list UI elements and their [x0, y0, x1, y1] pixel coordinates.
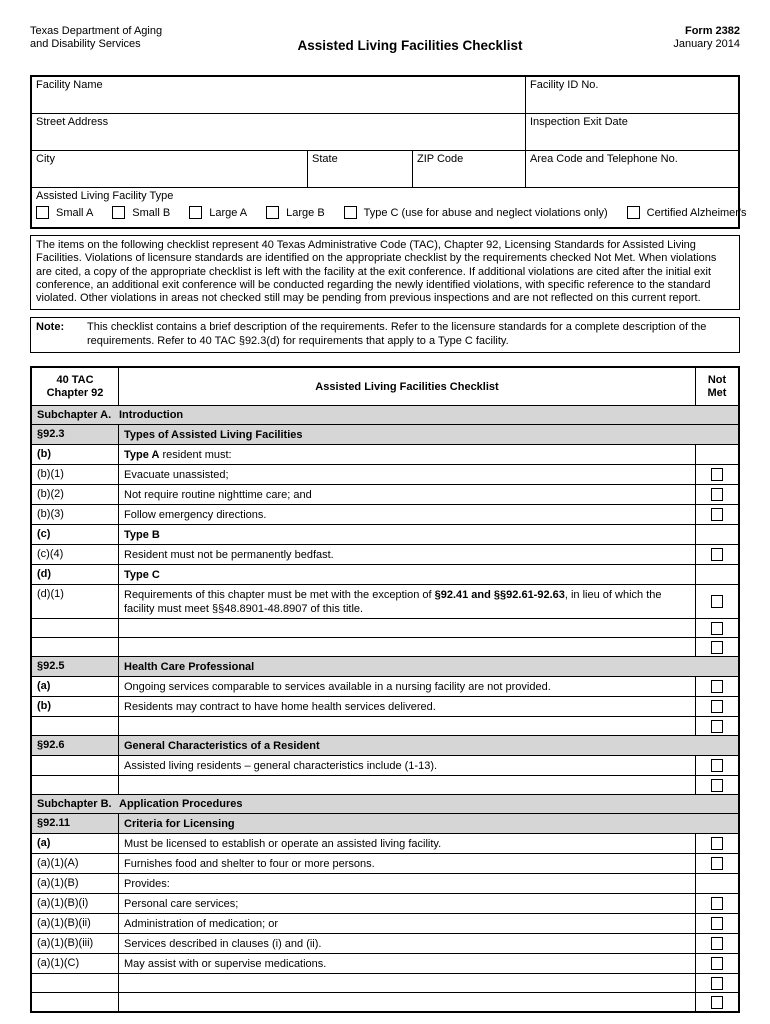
not-met-cell: [695, 834, 738, 853]
not-met-cell: [695, 954, 738, 973]
note-text: This checklist contains a brief description of the requirements. Refer to the licensure standards for a complete description of the requirements. Refer to 40 TAC §92.3(d) for requirements that apply to a Type C facility.: [87, 321, 707, 347]
not-met-checkbox[interactable]: [711, 488, 723, 501]
checklist-rows: [32, 405, 738, 1011]
checklist-row: [32, 676, 738, 696]
row-text-bold-segment: Type C: [124, 569, 160, 582]
large-b-checkbox[interactable]: [266, 206, 279, 219]
not-met-cell: [695, 677, 738, 696]
form-meta: [620, 25, 740, 51]
subchapter-row: [32, 405, 738, 424]
not-met-checkbox[interactable]: [711, 720, 723, 733]
checklist-row: [32, 973, 738, 992]
not-met-cell: [695, 974, 738, 992]
checklist-row: [32, 696, 738, 716]
checklist-row: [32, 544, 738, 564]
row-text: [119, 854, 695, 873]
agency-line2: and Disability Services: [30, 38, 141, 50]
type-option-small-a: [36, 206, 93, 219]
street-address-label: Street Address: [36, 116, 109, 128]
not-met-checkbox[interactable]: [711, 779, 723, 792]
facility-type-section: [32, 188, 751, 227]
row-text-segment: Not require routine nighttime care; and: [124, 489, 312, 502]
small-a-label: Small A: [56, 206, 94, 219]
not-met-cell: [695, 565, 738, 584]
row-text-segment: Provides:: [124, 878, 170, 891]
inspection-exit-date-label: Inspection Exit Date: [530, 116, 628, 128]
row-text-bold-segment: Type A: [124, 449, 160, 462]
info-row-2: [32, 114, 738, 151]
phone-label: Area Code and Telephone No.: [530, 153, 678, 165]
checklist-row: [32, 637, 738, 656]
row-text: [119, 894, 695, 913]
row-ref: (a)(1)(A): [32, 854, 119, 873]
agency-name: [30, 25, 200, 51]
intro-paragraph: The items on the following checklist represent 40 Texas Administrative Code (TAC), Chapter 92, Licensing Standards for Assisted Living Facilities. Violations of licensure standards are identified on the appropriate checklist by the requirements checked Not Met. When violations are cited, a copy of the appropriate checklist is left with the facility at the exit conference. If additional violations are cited after the initial exit conference, an additional exit conference will be conducted regarding the newly identified violations, with specific reference to the standard violated. Other violations in areas not checked still may be pending from previous inspections and are not reflected on this current report.: [30, 235, 740, 310]
row-ref: (b): [32, 697, 119, 716]
row-text-segment: , in lieu of which the facility must meet §§48.8901-48.8907 of this title.: [124, 589, 662, 616]
row-text-segment: Furnishes food and shelter to four or more persons.: [124, 858, 375, 871]
checklist-table: [30, 366, 740, 1013]
checklist-row: [32, 992, 738, 1011]
section-title: General Characteristics of a Resident: [124, 740, 320, 753]
section-title: Types of Assisted Living Facilities: [124, 429, 303, 442]
checklist-row: [32, 775, 738, 794]
not-met-cell: [695, 445, 738, 464]
section-title: Criteria for Licensing: [124, 818, 235, 831]
not-met-cell: [695, 545, 738, 564]
row-ref: (a): [32, 677, 119, 696]
checklist-row: [32, 873, 738, 893]
not-met-cell: [695, 854, 738, 873]
section-title: Health Care Professional: [124, 661, 255, 674]
row-ref: (a)(1)(B)(iii): [32, 934, 119, 953]
type-option-certified-alzheimers: [627, 206, 747, 219]
row-ref: (b): [32, 445, 119, 464]
row-text: [119, 505, 695, 524]
col-header-title: Assisted Living Facilities Checklist: [315, 380, 499, 393]
facility-name-field[interactable]: [32, 77, 526, 113]
row-ref: (b)(2): [32, 485, 119, 504]
not-met-checkbox[interactable]: [711, 680, 723, 693]
subchapter-title: Application Procedures: [119, 798, 243, 811]
checklist-row: [32, 444, 738, 464]
row-ref: (a)(1)(C): [32, 954, 119, 973]
checklist-table-header: [32, 368, 738, 405]
row-text: [119, 585, 695, 618]
checklist-row: [32, 893, 738, 913]
not-met-cell: [695, 914, 738, 933]
section-ref: §92.3: [32, 425, 119, 444]
not-met-checkbox[interactable]: [711, 957, 723, 970]
row-ref: (d)(1): [32, 585, 119, 618]
not-met-cell: [695, 717, 738, 735]
subchapter-cell: [32, 406, 738, 424]
row-text: [119, 934, 695, 953]
not-met-cell: [695, 465, 738, 484]
type-option-large-a: [189, 206, 247, 219]
large-b-label: Large B: [286, 206, 325, 219]
form-header: [30, 25, 740, 53]
checklist-row: [32, 584, 738, 618]
row-ref: [32, 756, 119, 775]
row-ref: (c)(4): [32, 545, 119, 564]
checklist-row: [32, 504, 738, 524]
checklist-row: [32, 484, 738, 504]
note-label: Note:: [36, 321, 65, 334]
row-text: [119, 993, 695, 1011]
subchapter-title: Introduction: [119, 409, 184, 422]
row-ref: [32, 638, 119, 656]
state-label: State: [312, 153, 338, 165]
checklist-row: [32, 913, 738, 933]
zip-label: ZIP Code: [417, 153, 464, 165]
row-text-segment: Personal care services;: [124, 898, 239, 911]
not-met-cell: [695, 993, 738, 1011]
small-b-checkbox[interactable]: [112, 206, 125, 219]
row-ref: (c): [32, 525, 119, 544]
facility-name-label: Facility Name: [36, 79, 103, 91]
info-row-4: [32, 188, 747, 227]
form-title: Assisted Living Facilities Checklist: [297, 38, 523, 53]
row-text: [119, 638, 695, 656]
form-number: Form 2382: [684, 25, 740, 37]
type-c-checkbox[interactable]: [344, 206, 357, 219]
col-header-met-line: Met: [707, 386, 727, 399]
row-text: [119, 485, 695, 504]
row-ref: (d): [32, 565, 119, 584]
checklist-row: [32, 564, 738, 584]
not-met-cell: [695, 934, 738, 953]
row-ref: (a)(1)(B)(i): [32, 894, 119, 913]
not-met-checkbox[interactable]: [711, 759, 723, 772]
checklist-row: [32, 464, 738, 484]
not-met-checkbox[interactable]: [711, 548, 723, 561]
not-met-cell: [695, 485, 738, 504]
subchapter-cell: [32, 795, 738, 813]
section-ref: §92.6: [32, 736, 119, 755]
not-met-checkbox[interactable]: [711, 897, 723, 910]
not-met-cell: [695, 756, 738, 775]
section-ref: §92.5: [32, 657, 119, 676]
row-text-segment: May assist with or supervise medications.: [124, 958, 327, 971]
agency-line1: Texas Department of Aging: [30, 25, 163, 37]
row-text: [119, 914, 695, 933]
section-row: [32, 735, 738, 755]
not-met-checkbox[interactable]: [711, 917, 723, 930]
checklist-row: [32, 853, 738, 873]
type-option-small-b: [112, 206, 170, 219]
not-met-checkbox[interactable]: [711, 996, 723, 1009]
note-box: [30, 317, 740, 353]
row-ref: [32, 974, 119, 992]
state-field[interactable]: [308, 151, 413, 187]
not-met-cell: [695, 619, 738, 637]
row-text-segment: Ongoing services comparable to services available in a nursing facility are not provided.: [124, 681, 551, 694]
row-text: [119, 619, 695, 637]
large-a-checkbox[interactable]: [189, 206, 202, 219]
small-b-label: Small B: [132, 206, 171, 219]
section-row: [32, 424, 738, 444]
info-row-3: [32, 151, 738, 188]
row-ref: [32, 619, 119, 637]
row-ref: [32, 717, 119, 735]
row-text: [119, 445, 695, 464]
not-met-cell: [695, 776, 738, 794]
row-ref: (a)(1)(B): [32, 874, 119, 893]
row-ref: (b)(1): [32, 465, 119, 484]
facility-info-table: [30, 75, 747, 229]
subchapter-ref: Subchapter A.: [37, 409, 112, 422]
col-header-tac-line1: 40 TAC: [56, 373, 94, 386]
checklist-row: [32, 953, 738, 973]
row-text: [119, 545, 695, 564]
row-text: [119, 954, 695, 973]
row-ref: [32, 776, 119, 794]
col-header-not-met: [695, 368, 738, 405]
type-option-large-b: [266, 206, 325, 219]
not-met-cell: [695, 697, 738, 716]
checklist-row: [32, 833, 738, 853]
zip-field[interactable]: [413, 151, 526, 187]
row-text: [119, 717, 695, 735]
section-ref: §92.11: [32, 814, 119, 833]
row-text-segment: Assisted living residents – general characteristics include (1-13).: [124, 760, 438, 773]
col-header-tac: [32, 368, 119, 405]
city-field[interactable]: [32, 151, 308, 187]
info-row-1: [32, 77, 738, 114]
row-text-segment: Services described in clauses (i) and (ii).: [124, 938, 322, 951]
row-text-segment: Evacuate unassisted;: [124, 469, 229, 482]
row-text: [119, 776, 695, 794]
facility-id-label: Facility ID No.: [530, 79, 599, 91]
section-row: [32, 813, 738, 833]
not-met-checkbox[interactable]: [711, 700, 723, 713]
subchapter-ref: Subchapter B.: [37, 798, 112, 811]
row-text: [119, 565, 695, 584]
checklist-row: [32, 755, 738, 775]
row-ref: (b)(3): [32, 505, 119, 524]
not-met-checkbox[interactable]: [711, 837, 723, 850]
row-text: [119, 874, 695, 893]
row-text-segment: Residents may contract to have home health services delivered.: [124, 701, 436, 714]
checklist-row: [32, 524, 738, 544]
row-ref: (a): [32, 834, 119, 853]
not-met-cell: [695, 505, 738, 524]
facility-type-label: Assisted Living Facility Type: [36, 190, 174, 202]
small-a-checkbox[interactable]: [36, 206, 49, 219]
not-met-checkbox[interactable]: [711, 937, 723, 950]
row-text-segment: Must be licensed to establish or operate an assisted living facility.: [124, 838, 442, 851]
not-met-checkbox[interactable]: [711, 468, 723, 481]
not-met-checkbox[interactable]: [711, 508, 723, 521]
type-option-type-c: [344, 206, 608, 219]
not-met-checkbox[interactable]: [711, 622, 723, 635]
checklist-row: [32, 716, 738, 735]
not-met-checkbox[interactable]: [711, 641, 723, 654]
city-label: City: [36, 153, 55, 165]
row-ref: [32, 993, 119, 1011]
section-row: [32, 656, 738, 676]
row-text: [119, 677, 695, 696]
not-met-cell: [695, 894, 738, 913]
large-a-label: Large A: [209, 206, 248, 219]
not-met-cell: [695, 874, 738, 893]
col-header-not-line: Not: [707, 373, 727, 386]
street-address-field[interactable]: [32, 114, 526, 150]
row-text-segment: Requirements of this chapter must be met with the exception of: [124, 589, 435, 602]
row-text-segment: Resident must not be permanently bedfast.: [124, 549, 334, 562]
not-met-cell: [695, 525, 738, 544]
facility-id-field[interactable]: [526, 77, 738, 113]
row-text-bold-segment: Type B: [124, 529, 160, 542]
type-c-label: Type C (use for abuse and neglect violations only): [363, 206, 608, 219]
row-text-segment: Follow emergency directions.: [124, 509, 267, 522]
row-text-bold-segment: §92.41 and §§92.61-92.63: [434, 589, 565, 602]
not-met-cell: [695, 638, 738, 656]
row-text: [119, 834, 695, 853]
row-text-segment: Administration of medication; or: [124, 918, 279, 931]
row-text: [119, 974, 695, 992]
not-met-cell: [695, 585, 738, 618]
certified-alzheimers-label: Certified Alzheimer's: [646, 206, 747, 219]
facility-type-options: [36, 206, 747, 219]
not-met-checkbox[interactable]: [711, 977, 723, 990]
form-date: January 2014: [673, 38, 740, 50]
inspection-exit-date-field[interactable]: [526, 114, 738, 150]
row-text: [119, 525, 695, 544]
row-text: [119, 465, 695, 484]
not-met-checkbox[interactable]: [711, 595, 723, 608]
certified-alzheimers-checkbox[interactable]: [627, 206, 640, 219]
row-text: [119, 756, 695, 775]
checklist-row: [32, 933, 738, 953]
col-header-tac-line2: Chapter 92: [46, 386, 104, 399]
phone-field[interactable]: [526, 151, 738, 187]
row-text-segment: resident must:: [159, 449, 232, 462]
row-text: [119, 697, 695, 716]
not-met-checkbox[interactable]: [711, 857, 723, 870]
row-ref: (a)(1)(B)(ii): [32, 914, 119, 933]
subchapter-row: [32, 794, 738, 813]
checklist-row: [32, 618, 738, 637]
